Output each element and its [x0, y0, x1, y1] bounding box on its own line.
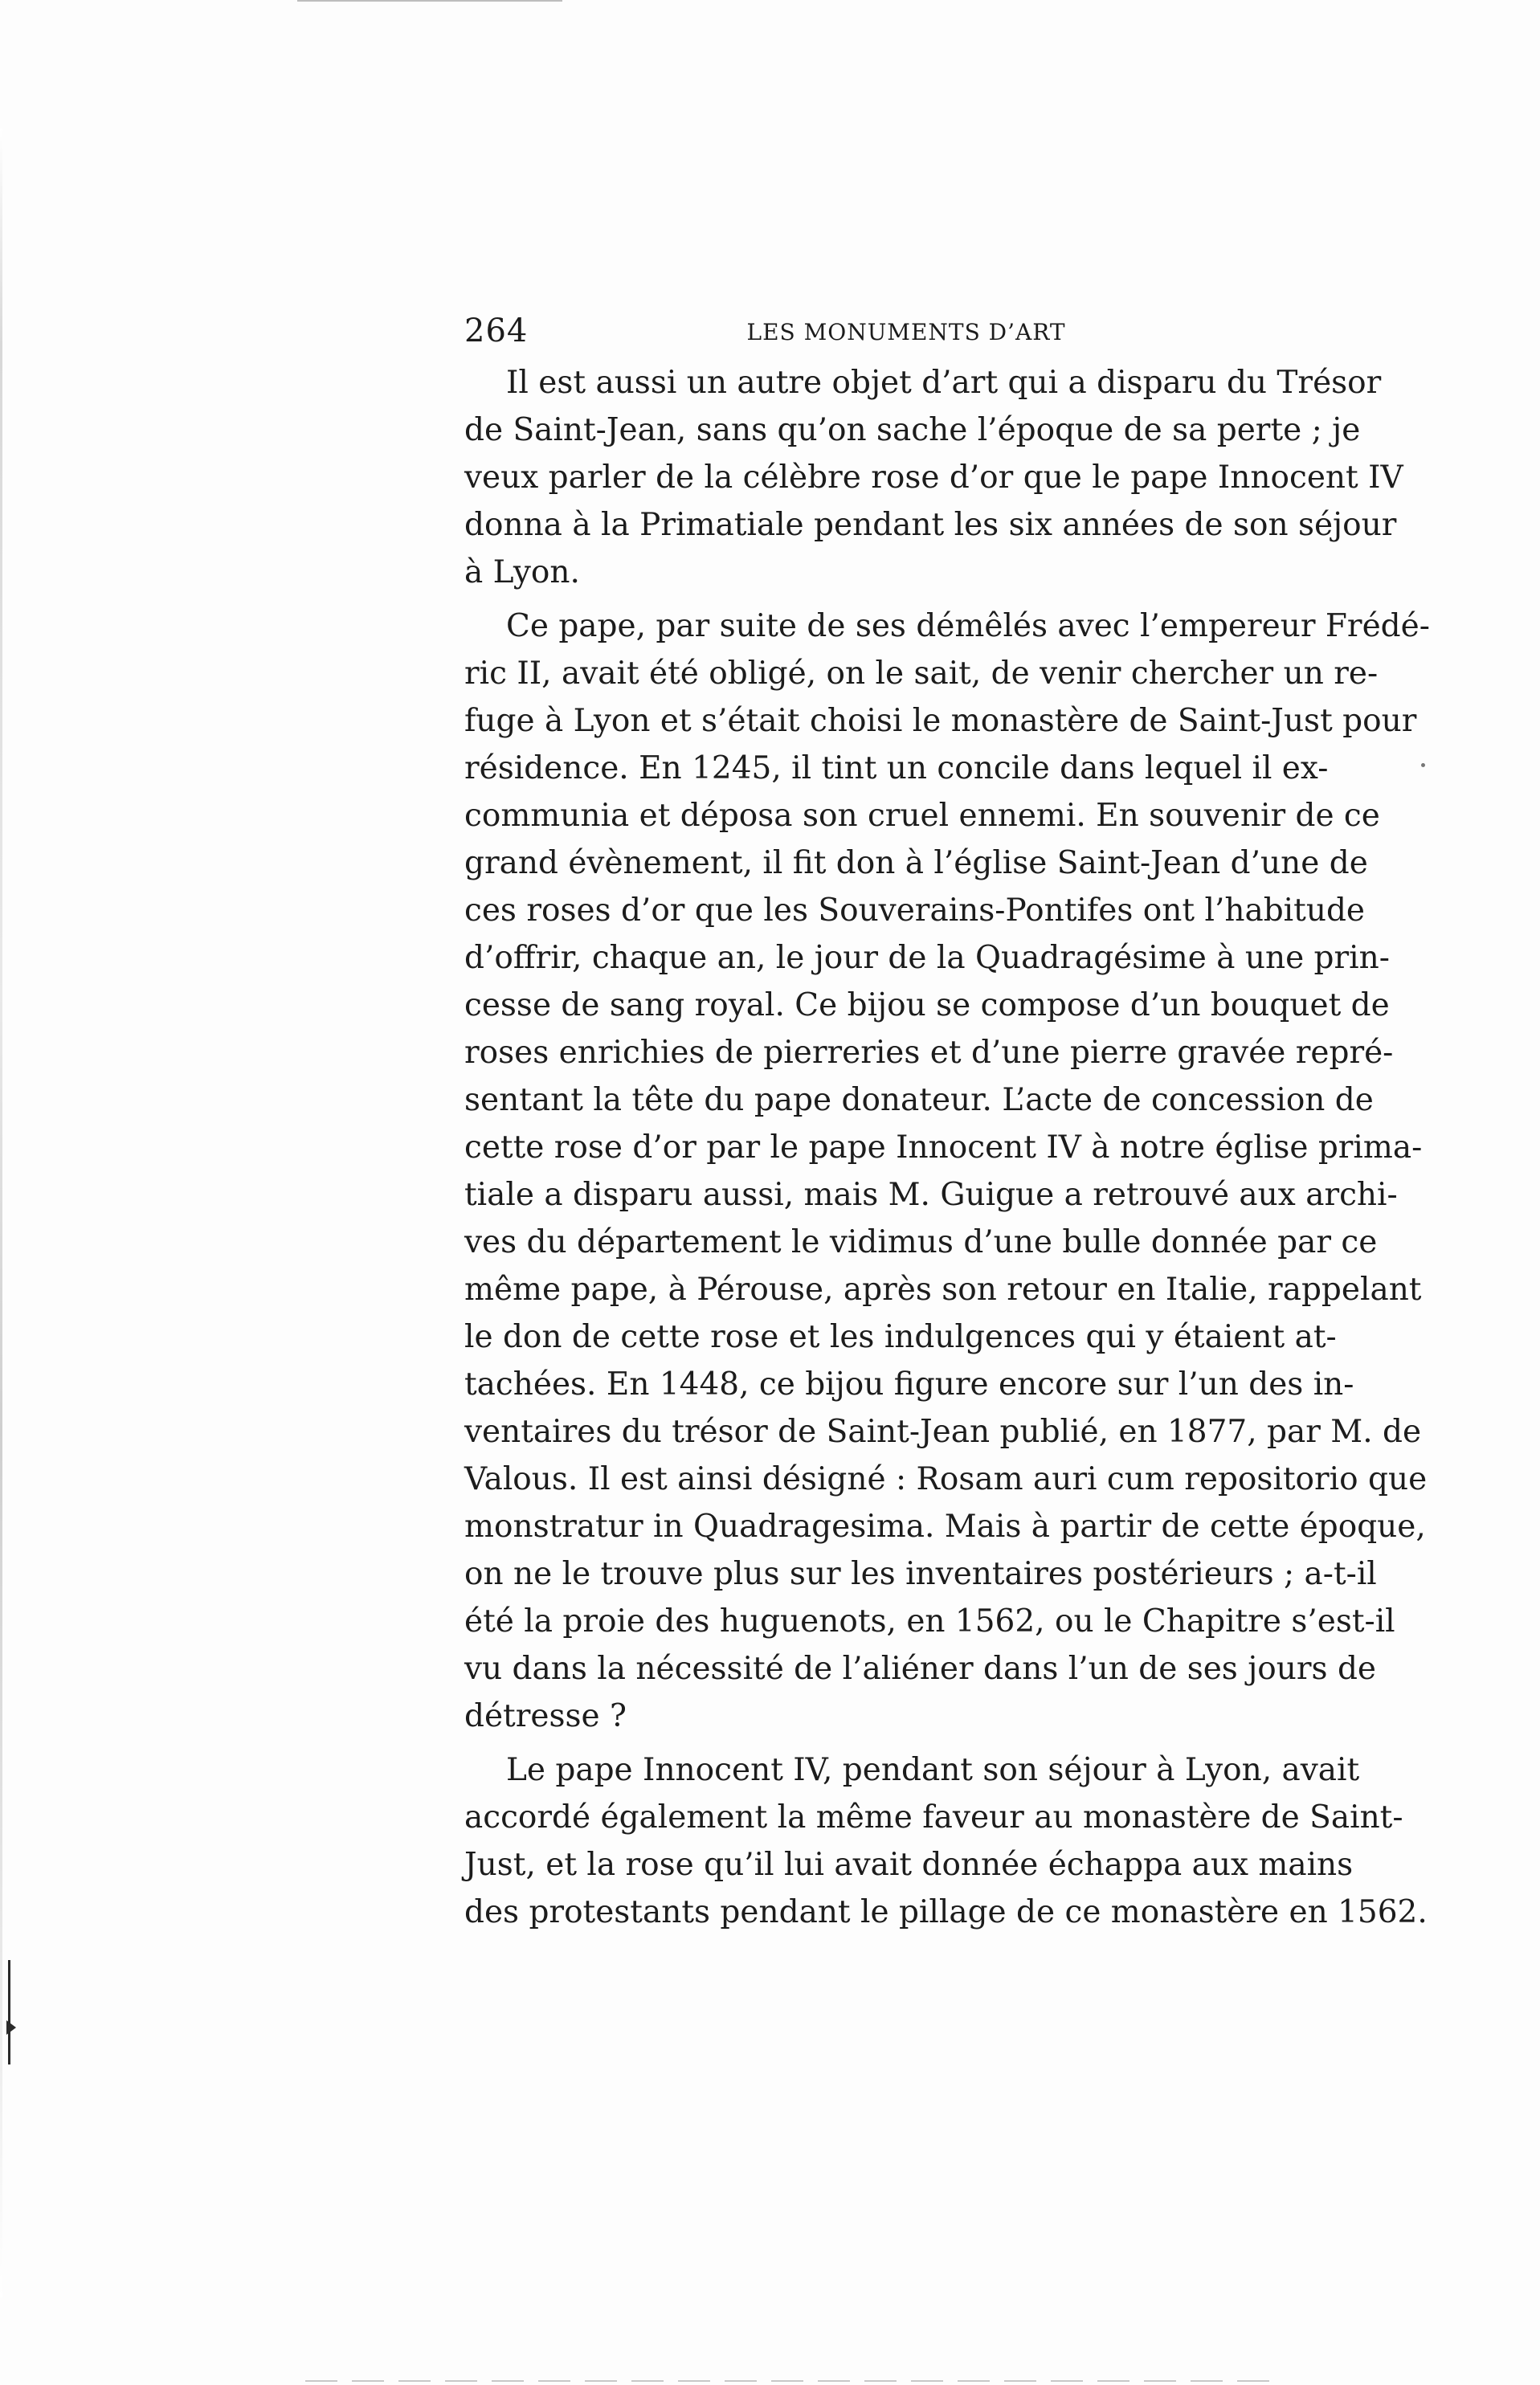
text-line: fuge à Lyon et s’était choisi le monastère de Saint-Just pour: [464, 703, 1417, 739]
book-page: [464, 309, 1430, 1936]
text-line: été la proie des huguenots, en 1562, ou le Chapitre s’est-il: [464, 1603, 1395, 1640]
text-line: des protestants pendant le pillage de ce monastère en 1562.: [464, 1894, 1428, 1930]
paragraph-1: [464, 359, 1403, 596]
text-line: tiale a disparu aussi, mais M. Guigue a retrouvé aux archi-: [464, 1177, 1398, 1213]
text-line: ventaires du trésor de Saint-Jean publié, en 1877, par M. de: [464, 1414, 1422, 1450]
text-line: accordé également la même faveur au monastère de Saint-: [464, 1799, 1403, 1836]
text-line: grand évènement, il fit don à l’église Saint-Jean d’une de: [464, 845, 1368, 881]
text-line: résidence. En 1245, il tint un concile dans lequel il ex-: [464, 750, 1329, 786]
text-line: monstratur in Quadragesima. Mais à partir de cette époque,: [464, 1509, 1426, 1545]
text-line: même pape, à Pérouse, après son retour en Italie, rappelant: [464, 1272, 1422, 1308]
text-line: à Lyon.: [464, 554, 580, 590]
stray-ink-dot: [1421, 763, 1425, 767]
text-line: ric II, avait été obligé, on le sait, de venir chercher un re-: [464, 655, 1379, 692]
text-line: Just, et la rose qu’il lui avait donnée échappa aux mains: [464, 1847, 1354, 1883]
text-line: cesse de sang royal. Ce bijou se compose d’un bouquet de: [464, 987, 1390, 1023]
text-line: sentant la tête du pape donateur. L’acte de concession de: [464, 1082, 1374, 1118]
text-line: on ne le trouve plus sur les inventaires postérieurs ; a-t-il: [464, 1556, 1377, 1592]
text-line: cette rose d’or par le pape Innocent IV à notre église prima-: [464, 1129, 1423, 1166]
binding-mark: [8, 1960, 10, 2064]
scan-bottom-rule: [305, 2380, 1269, 2382]
paragraph-2: [464, 602, 1430, 1740]
text-line: Valous. Il est ainsi désigné : Rosam auri cum repositorio que: [464, 1461, 1428, 1497]
text-line: d’offrir, chaque an, le jour de la Quadragésime à une prin-: [464, 940, 1390, 976]
text-line: ces roses d’or que les Souverains-Pontifes ont l’habitude: [464, 892, 1365, 929]
text-line: de Saint-Jean, sans qu’on sache l’époque de sa perte ; je: [464, 412, 1361, 448]
text-line: roses enrichies de pierreries et d’une pierre gravée repré-: [464, 1035, 1394, 1071]
binding-mark-tip: [6, 2020, 16, 2035]
paragraph-3: [464, 1746, 1428, 1936]
text-line: détresse ?: [464, 1698, 627, 1734]
text-line: vu dans la nécessité de l’aliéner dans l’un de ses jours de: [464, 1651, 1376, 1687]
scan-left-edge: [0, 129, 2, 2297]
text-line: Le pape Innocent IV, pendant son séjour à Lyon, avait: [506, 1752, 1360, 1788]
running-title: LES MONUMENTS D’ART: [746, 319, 1066, 345]
text-line: Il est aussi un autre objet d’art qui a disparu du Trésor: [506, 365, 1382, 401]
text-line: ves du département le vidimus d’une bulle donnée par ce: [464, 1224, 1378, 1260]
text-line: Ce pape, par suite de ses démêlés avec l’empereur Frédé-: [506, 608, 1430, 644]
text-line: communia et déposa son cruel ennemi. En souvenir de ce: [464, 798, 1380, 834]
text-line: tachées. En 1448, ce bijou figure encore sur l’un des in-: [464, 1366, 1354, 1403]
page-number: 264: [464, 312, 529, 349]
text-line: veux parler de la célèbre rose d’or que le pape Innocent IV: [464, 459, 1403, 496]
text-line: le don de cette rose et les indulgences qui y étaient at-: [464, 1319, 1337, 1355]
running-head: [464, 309, 1316, 359]
text-line: donna à la Primatiale pendant les six années de son séjour: [464, 507, 1397, 543]
scan-top-rule: [297, 0, 562, 2]
